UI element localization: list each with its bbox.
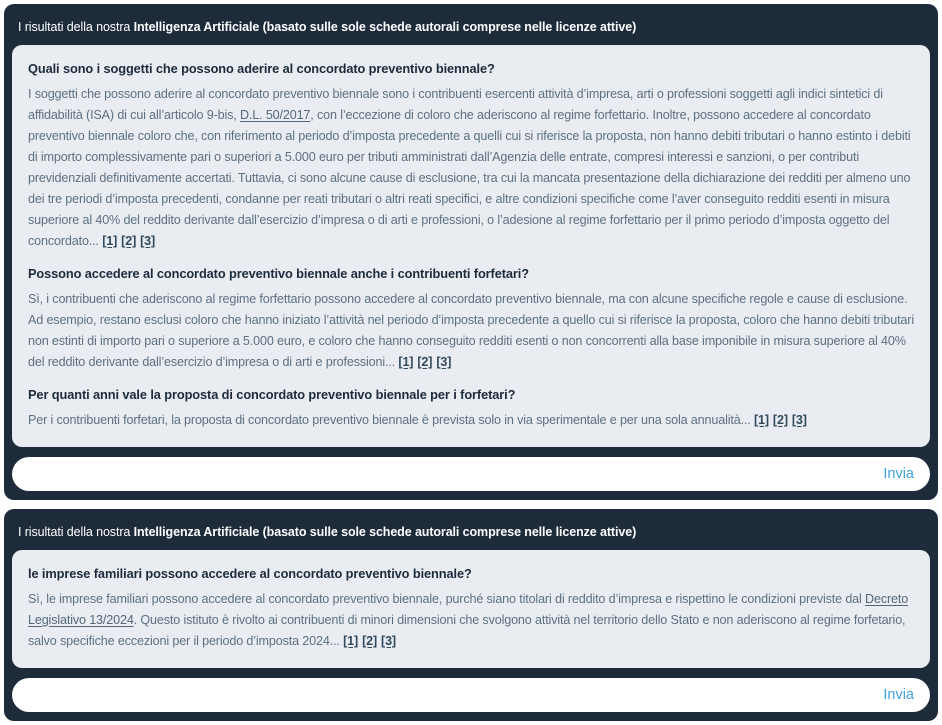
question-input[interactable] (12, 457, 875, 491)
answer-text (28, 410, 914, 431)
panel-header-emphasis: Intelligenza Artificiale (basato sulle sole schede autorali comprese nelle licenze attive) (133, 20, 637, 34)
citation-link-3[interactable]: [3] (140, 234, 156, 248)
answer-segment: Sì, i contribuenti che aderiscono al regime forfettario possono accedere al concordato preventivo biennale, ma con alcune specifiche regole e cause di esclusione. Ad esempio, restano esclusi coloro che hanno iniziato l’attività nel periodo d’imposta precedente a quello cui si riferisce la proposta, coloro che hanno debiti tributari non estinti di importo pari o superiore a 5.000 euro, e coloro che hanno conseguito redditi esenti o non concorrenti alla base imponibile in misura superiore al 40% del reddito derivante dall’esercizio d’impresa o di arti e professioni... (28, 292, 914, 369)
question-text: Per quanti anni vale la proposta di concordato preventivo biennale per i forfetari? (28, 387, 516, 402)
answer-text (28, 289, 914, 373)
qa-card (12, 550, 930, 668)
ai-results-panel-2 (4, 509, 938, 721)
question-input[interactable] (12, 678, 875, 712)
citation-link-2[interactable]: [2] (417, 355, 433, 369)
answer-text (28, 589, 914, 652)
invia-button[interactable]: Invia (875, 457, 930, 491)
answer-text (28, 84, 914, 252)
citation-link-1[interactable]: [1] (753, 413, 769, 427)
citation-link-2[interactable]: [2] (121, 234, 137, 248)
question-text: le imprese familiari possono accedere al concordato preventivo biennale? (28, 566, 472, 581)
invia-button[interactable]: Invia (875, 678, 930, 712)
qa-card (12, 45, 930, 447)
citation-link-3[interactable]: [3] (381, 634, 396, 648)
citation-link-2[interactable]: [2] (362, 634, 378, 648)
citation-link-3[interactable]: [3] (791, 413, 807, 427)
citation-link-3[interactable]: [3] (436, 355, 452, 369)
panel-header (12, 517, 930, 550)
answer-segment: Sì, le imprese familiari possono accedere al concordato preventivo biennale, purché siano titolari di reddito d’impresa e rispettino le condizioni previste dal (28, 592, 866, 606)
reference-link[interactable]: D.L. 50/2017 (239, 108, 311, 122)
citation-link-1[interactable]: [1] (102, 234, 118, 248)
question-text: Quali sono i soggetti che possono aderire al concordato preventivo biennale? (28, 61, 495, 76)
citation-link-1[interactable]: [1] (398, 355, 414, 369)
answer-segment: . Questo istituto è rivolto ai contribuenti di minori dimensioni che svolgono attività nel territorio dello Stato e non aderiscono al regime forfetario, salvo specifiche eccezioni per il periodo d’imposta 2024... (28, 613, 906, 648)
citation-link-2[interactable]: [2] (772, 413, 788, 427)
panel-header-prefix: I risultati della nostra (18, 20, 134, 34)
answer-segment: , con l’eccezione di coloro che aderiscono al regime forfettario. Inoltre, possono accedere al concordato preventivo biennale coloro che, con riferimento al periodo d’imposta precedente a quelli cui si riferisce la proposta, non hanno debiti tributari o hanno estinto i debiti di importo complessivamente pari o superiori a 5.000 euro per tributi amministrati dall’Agenzia delle entrate, compresi interessi e sanzioni, o per contributi previdenziali definitivamente accertati. Tuttavia, ci sono alcune cause di esclusione, tra cui la mancata presentazione della dichiarazione dei redditi per almeno uno dei tre periodi d’imposta precedenti, condanne per reati tributari o altri reati specifici, e altre condizioni specifiche come l’aver conseguito redditi esenti in misura superiore al 40% del reddito derivante dall’esercizio d’impresa o di arti e professioni, o l’adesione al regime forfettario per il primo periodo d’imposta oggetto del concordato... (28, 108, 911, 248)
answer-segment: Per i contribuenti forfetari, la proposta di concordato preventivo biennale è prevista solo in via sperimentale e per una sola annualità... (28, 413, 754, 427)
question-text: Possono accedere al concordato preventivo biennale anche i contribuenti forfetari? (28, 266, 529, 281)
answer-segment: I soggetti che possono aderire al concordato preventivo biennale sono i contribuenti esercenti attività d’impresa, arti o professioni soggetti agli indici sintetici di affidabilità (ISA) di cui all’articolo 9-bis, (28, 87, 883, 122)
panel-header-prefix: I risultati della nostra (18, 525, 134, 539)
panel-header (12, 12, 930, 45)
question-input-bar (12, 678, 930, 712)
question-input-bar (12, 457, 930, 491)
reference-link[interactable]: Decreto Legislativo 13/2024 (28, 592, 909, 627)
panel-header-emphasis: Intelligenza Artificiale (basato sulle sole schede autorali comprese nelle licenze attive) (133, 525, 637, 539)
ai-results-panel-1 (4, 4, 938, 500)
citation-link-1[interactable]: [1] (343, 634, 359, 648)
